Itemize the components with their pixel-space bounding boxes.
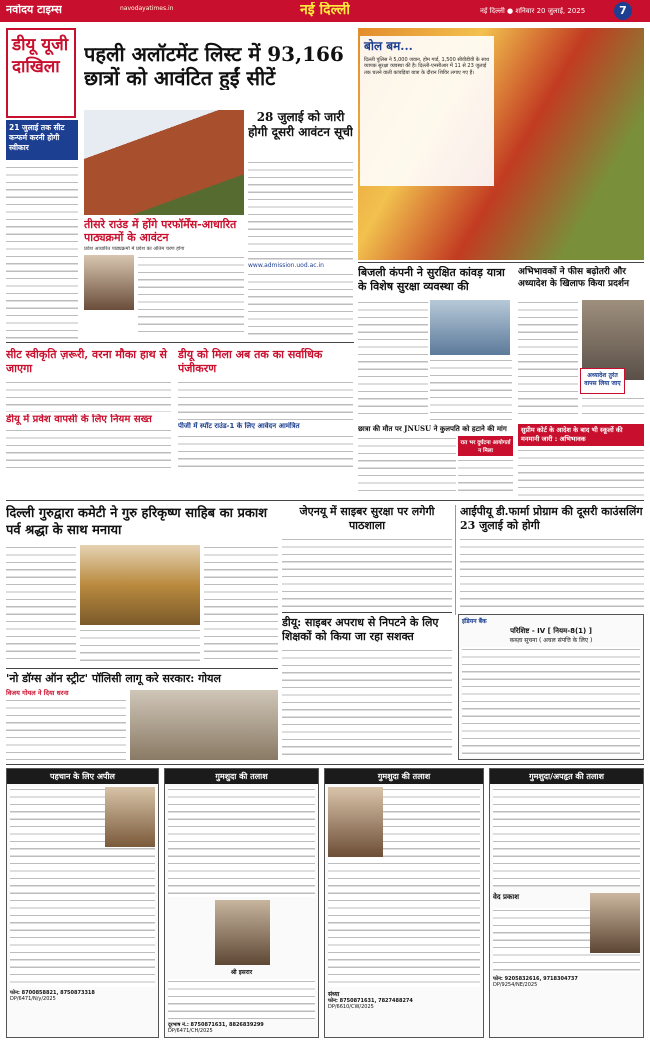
ipu-body [460,537,644,609]
nodogs-photo [130,690,278,760]
jnu-cyber-headline: जेएनयू में साइबर सुरक्षा पर लगेगी पाठशाला [299,505,435,532]
fees-sc-body [518,448,644,496]
nodogs-body [6,698,126,760]
mid-divider [6,500,644,501]
du-third-round-body [138,255,244,337]
du-bottom-left2-head: डीयू में प्रवेश वापसी के लिए नियम सख्त [6,414,152,425]
ad-4-body [493,787,640,887]
nodogs-sub: विजय गोयल ने दिया धरना [6,689,69,697]
du-divider [6,342,354,343]
gurdwara-body-3 [80,628,200,665]
gurdwara-body-2 [204,545,278,665]
jnu-cyber-body [282,537,452,609]
du-url-line: www.admission.uod.ac.in [248,262,324,269]
fees-body-2 [582,396,644,420]
gurdwara-body-1 [6,545,76,665]
du-side-callout: 21 जुलाई तक सीट कन्फर्म करनी होगी स्वीकार [6,120,78,160]
du-bottom-left2-body [6,428,171,468]
ad-4 [489,768,644,1038]
ad-1-head: पहचान के लिए अपील [7,769,158,784]
du-bottom-left-body [6,380,171,412]
bijli-body-2 [430,358,512,420]
ad-3-code: DP/6610/CW/2025 [328,1004,374,1011]
du-cyber-divider [282,612,452,613]
page-number: 7 [614,2,632,20]
bijli-body-1 [358,300,428,420]
du-side-body [6,165,78,340]
du-photo-body [248,160,353,260]
bolbam-caption: दिल्ली पुलिस ने 5,000 जवान, होम गार्ड, 1,500 सीवीडीवी के साथ व्यापक सुरक्षा व्यवस्था की है। दिल्ली-एनसीआर में 11 से 23 जुलाई तक चलने वाली कांवड़ियां यात्रा के दौरान शिविर लगाए गए हैं। [364,56,490,76]
nodogs-headline: 'नो डॉग्स ऑन स्ट्रीट' पॉलिसी लागू करे सरकार: गोयल [6,672,221,685]
ad-1-code: DP/6471/N/y/2025 [10,996,56,1003]
right-divider [358,262,644,263]
ad-3 [324,768,484,1038]
jnusu-body [358,436,456,496]
ad-4-photo [590,893,640,953]
bijli-headline: बिजली कंपनी ने सुरक्षित कांवड़ यात्रा के विशेष सुरक्षा व्यवस्था की [358,266,505,293]
gurdwara-headline: दिल्ली गुरुद्वारा कमेटी ने गुरु हरिकृष्ण साहिब का प्रकाश पर्व श्रद्धा के साथ मनाया [6,506,268,538]
ad-2 [164,768,319,1038]
du-headline: पहली अलॉटमेंट लिस्ट में 93,166 छात्रों को आवंटित हुईं सीटें [84,42,344,90]
du-url-body [248,272,353,337]
ad-2-code: DP/6471/CH/2025 [168,1028,213,1035]
ad-3-tel: फोन: 8750871631, 7827488274 [328,998,413,1004]
du-kicker-box [6,28,76,118]
ad-2-tel: दूरभाष नं.: 8750871631, 8826839299 [168,1022,264,1028]
jnusu-box: रात भर दुर्घटना आयोगर्ता न मिला [458,436,513,456]
tender-title: परिशिष्ट - IV [ नियम-8(1) ] [510,627,592,635]
ipu-headline: आईपीयू डी.फार्मा प्रोग्राम की दूसरी काउंसलिंग 23 जुलाई को होगी [460,505,643,532]
jnusu-body-2 [458,458,513,496]
tender-sub: कब्ज़ा सूचना ( अचल संपत्ति के लिए ) [509,637,593,644]
tender-body [462,647,640,757]
site-url: navodayatimes.in [120,5,174,12]
ad-1 [6,768,159,1038]
ad-4-name: वेद प्रकाश [493,893,519,901]
tender-bank: इंडियन बैंक [462,618,487,625]
du-bottom-right-sub-body [178,434,353,468]
ad-2-photo [215,900,270,965]
du-portrait-photo [84,255,134,310]
ad-3-photo [328,787,383,857]
ads-divider [6,764,644,765]
ipu-divider [455,505,456,615]
du-bottom-left-head: सीट स्वीकृति ज़रूरी, वरना मौका हाथ से जाएगा [6,348,167,375]
jnusu-line: छात्रा की मौत पर JNUSU ने कुलपति को हटाने की मांग [358,424,507,433]
masthead-bar [0,0,650,22]
du-bottom-right-body [178,380,353,420]
nodogs-divider [6,668,278,669]
ad-4-tel: फोन: 9205832616, 9718304737 [493,976,578,982]
du-third-round-sub: प्रवेश आधारित पाठ्यक्रमों में प्रवेश का अंतिम चरण होगा [84,246,185,252]
du-photo-callout: 28 जुलाई को जारी होगी दूसरी आवंटन सूची [248,110,353,139]
fees-sc-strip: सुप्रीम कोर्ट के आदेश के बाद भी स्कूलों की मनमानी जारी : अभिभावक [518,424,644,446]
ad-1-photo [105,787,155,847]
ad-2-head: गुमशुदा की तलाश [165,769,318,784]
ad-2-body [168,787,315,897]
dateline: नई दिल्ली ● शनिवार 20 जुलाई, 2025 [480,7,586,15]
du-third-round-head: तीसरे राउंड में होंगे परफॉर्मेंस-आधारित पाठ्यक्रमों के आवंटन [84,218,237,244]
fees-headline: अभिभावकों ने फीस बढ़ोतरी और अध्यादेश के खिलाफ किया प्रदर्शन [518,267,630,289]
ad-2-name: श्री इसरार [230,969,253,976]
ad-1-tel: फोन: 8700858821, 8750873318 [10,990,95,996]
fees-body-1 [518,300,578,420]
ad-3-head: गुमशुदा की तलाश [325,769,483,784]
tender-notice [458,614,644,760]
ad-4-head: गुमशुदा/अपहृत की तलाश [490,769,643,784]
du-cyber-body [282,648,452,760]
gurdwara-photo [80,545,200,625]
du-campus-photo [84,110,244,215]
ad-4-code: DP/9254/NE/2025 [493,982,538,989]
fees-quote: अध्यादेश तुरंत वापस लिया जाए [580,368,625,394]
bijli-photo [430,300,510,355]
ad-3-name: संध्या [328,991,340,998]
du-bottom-right-sub: पीजी में स्पॉट राउंड-1 के लिए आवेदन आमंत्रित [178,422,300,430]
edition-name: नई दिल्ली [300,2,351,18]
ad-2-body-2 [168,979,315,1019]
paper-name: नवोदय टाइम्स [6,4,62,16]
du-cyber-headline: डीयू: साइबर अपराध से निपटने के लिए शिक्षकों को किया जा रहा सशक्त [282,616,439,643]
bolbam-title: बोल बम... [364,39,413,53]
bolbam-box [360,36,494,186]
du-kicker-title: डीयू यूजी दाखिला [12,35,69,77]
du-bottom-right-head: डीयू को मिला अब तक का सर्वाधिक पंजीकरण [178,348,323,375]
